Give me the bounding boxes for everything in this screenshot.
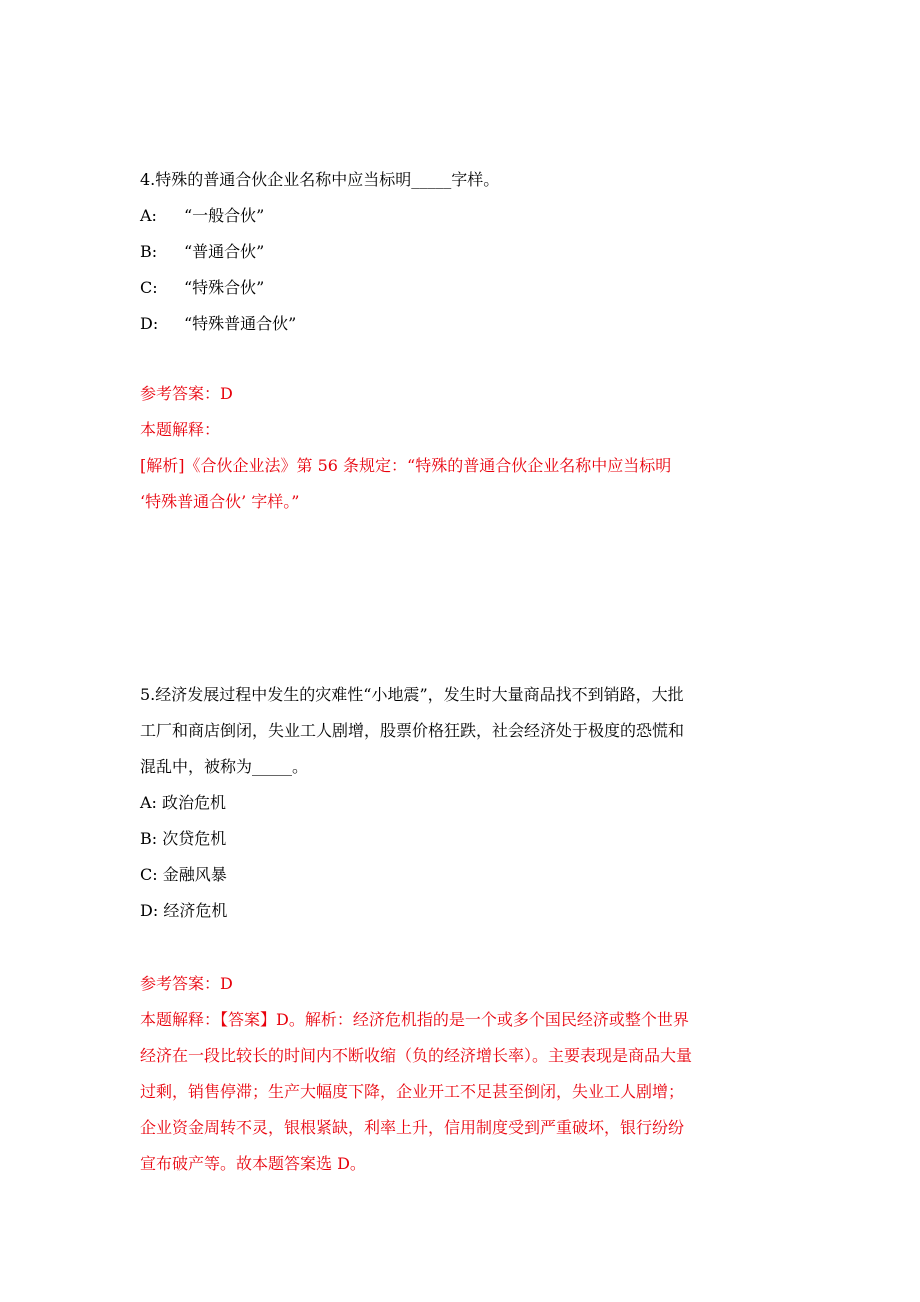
question-5-option-c bbox=[140, 857, 790, 893]
question-4-answer-block bbox=[140, 376, 790, 520]
question-5-stem-line: 混乱中，被称为_____。 bbox=[140, 757, 309, 776]
question-5-explanation-line: 企业资金周转不灵，银根紧缺，利率上升，信用制度受到严重破坏，银行纷纷 bbox=[140, 1118, 685, 1137]
question-4-option-b bbox=[140, 234, 790, 270]
question-5-explanation-line: 过剩，销售停滞；生产大幅度下降，企业开工不足甚至倒闭，失业工人剧增； bbox=[140, 1082, 685, 1101]
option-label: A: bbox=[140, 206, 157, 225]
option-text: “特殊合伙” bbox=[184, 278, 265, 297]
option-label: B: bbox=[140, 829, 158, 848]
option-text: 政治危机 bbox=[162, 793, 227, 812]
option-text: “特殊普通合伙” bbox=[184, 314, 297, 333]
question-5-stem-line: 5.经济发展过程中发生的灾难性“小地震”，发生时大量商品找不到销路，大批 bbox=[140, 685, 684, 704]
option-text: “普通合伙” bbox=[184, 242, 265, 261]
option-label: D: bbox=[140, 314, 159, 333]
option-label: A: bbox=[140, 793, 157, 812]
question-5-option-d bbox=[140, 893, 790, 929]
question-4-explanation-line: [解析]《合伙企业法》第 56 条规定：“特殊的普通合伙企业名称中应当标明 bbox=[140, 456, 672, 475]
option-text: “一般合伙” bbox=[184, 206, 265, 225]
option-label: B: bbox=[140, 242, 158, 261]
option-label: C: bbox=[140, 865, 158, 884]
question-4-answer: 参考答案：D bbox=[140, 384, 233, 403]
option-text: 经济危机 bbox=[163, 901, 228, 920]
question-5 bbox=[140, 677, 790, 929]
question-4-explanation-line: ‘特殊普通合伙’ 字样。” bbox=[140, 492, 300, 511]
question-5-stem-line: 工厂和商店倒闭，失业工人剧增，股票价格狂跌，社会经济处于极度的恐慌和 bbox=[140, 721, 685, 740]
question-4-explanation-title: 本题解释： bbox=[140, 420, 221, 439]
question-5-option-a bbox=[140, 785, 790, 821]
question-5-explanation-line: 经济在一段比较长的时间内不断收缩（负的经济增长率）。主要表现是商品大量 bbox=[140, 1046, 693, 1065]
option-text: 次贷危机 bbox=[162, 829, 227, 848]
option-text: 金融风暴 bbox=[162, 865, 227, 884]
option-label: C: bbox=[140, 278, 158, 297]
question-4-option-c bbox=[140, 270, 790, 306]
option-label: D: bbox=[140, 901, 159, 920]
question-4-option-d bbox=[140, 306, 790, 342]
question-5-answer: 参考答案：D bbox=[140, 974, 233, 993]
question-5-answer-block bbox=[140, 966, 790, 1182]
question-5-explanation-line: 本题解释：【答案】D。解析：经济危机指的是一个或多个国民经济或整个世界 bbox=[140, 1010, 689, 1029]
question-4 bbox=[140, 162, 790, 342]
question-4-option-a bbox=[140, 198, 790, 234]
question-4-stem: 4.特殊的普通合伙企业名称中应当标明_____字样。 bbox=[140, 170, 500, 189]
question-5-option-b bbox=[140, 821, 790, 857]
question-5-explanation-line: 宣布破产等。故本题答案选 D。 bbox=[140, 1154, 366, 1173]
